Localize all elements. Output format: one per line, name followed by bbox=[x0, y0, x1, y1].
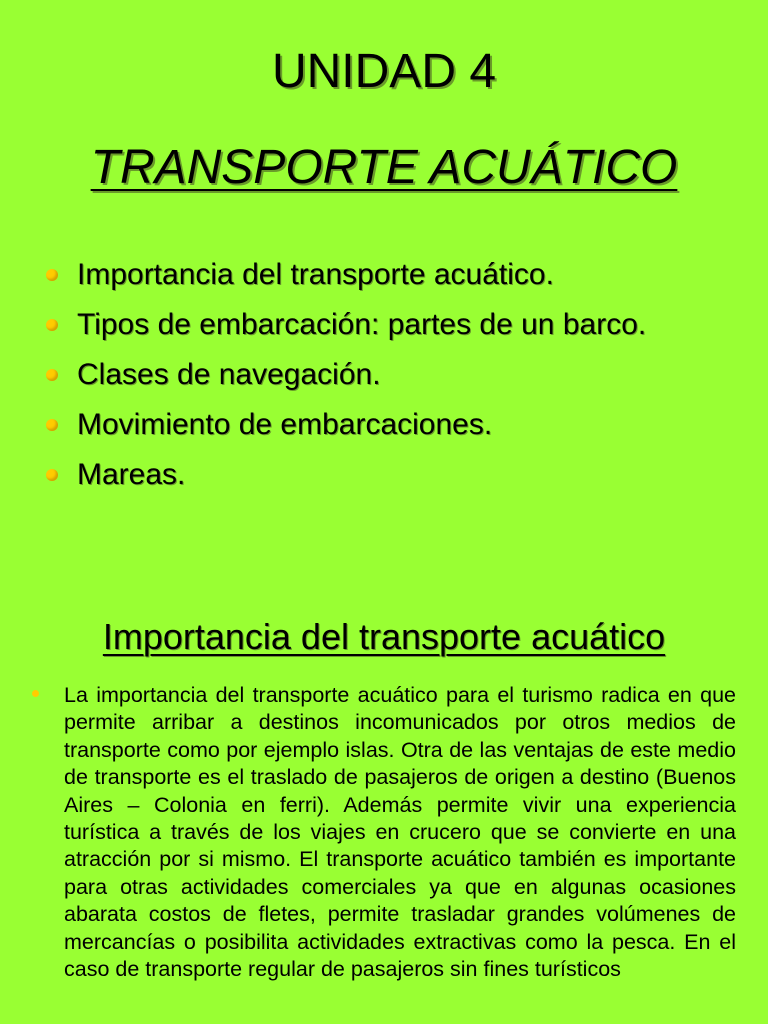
slide-title: UNIDAD 4 bbox=[271, 45, 497, 98]
list-item-text: Movimiento de embarcaciones. bbox=[77, 408, 493, 441]
list-item bbox=[44, 400, 646, 450]
list-item-text: Mareas. bbox=[77, 458, 186, 491]
list-item bbox=[44, 350, 646, 400]
bullet-dot-icon bbox=[46, 319, 58, 331]
list-item bbox=[44, 450, 646, 500]
list-item-text: Tipos de embarcación: partes de un barco. bbox=[77, 308, 647, 341]
bullet-dot-icon bbox=[46, 419, 58, 431]
slide-subtitle: TRANSPORTE ACUÁTICO bbox=[90, 141, 678, 194]
body-paragraph: La importancia del transporte acuático para el turismo radica en que permite arribar a destinos incomunicados por otros medios de transporte como por ejemplo islas. Otra de las ventajas de este medio de transporte es el traslado de pasajeros de origen a destino (Buenos Aires – Colonia en ferri). Además permite vivir una experiencia turística a través de los viajes en crucero que se convierte en una atracción por si mismo. El transporte acuático también es importante para otras actividades comerciales ya que en algunas ocasiones abarata costos de fletes, permite trasladar grandes volúmenes de mercancías o posibilita actividades extractivas como la pesca. En el caso de transporte regular de pasajeros sin fines turísticos bbox=[64, 683, 736, 982]
list-item-text: Clases de navegación. bbox=[77, 358, 381, 391]
body-text-block bbox=[32, 682, 736, 983]
list-item bbox=[44, 250, 646, 300]
bullet-dot-icon bbox=[46, 269, 58, 281]
list-item bbox=[44, 300, 646, 350]
topic-list bbox=[44, 250, 646, 500]
bullet-dot-icon bbox=[32, 690, 39, 697]
bullet-dot-icon bbox=[46, 469, 58, 481]
section-heading: Importancia del transporte acuático bbox=[102, 616, 666, 657]
list-item-text: Importancia del transporte acuático. bbox=[77, 258, 554, 291]
bullet-dot-icon bbox=[46, 369, 58, 381]
